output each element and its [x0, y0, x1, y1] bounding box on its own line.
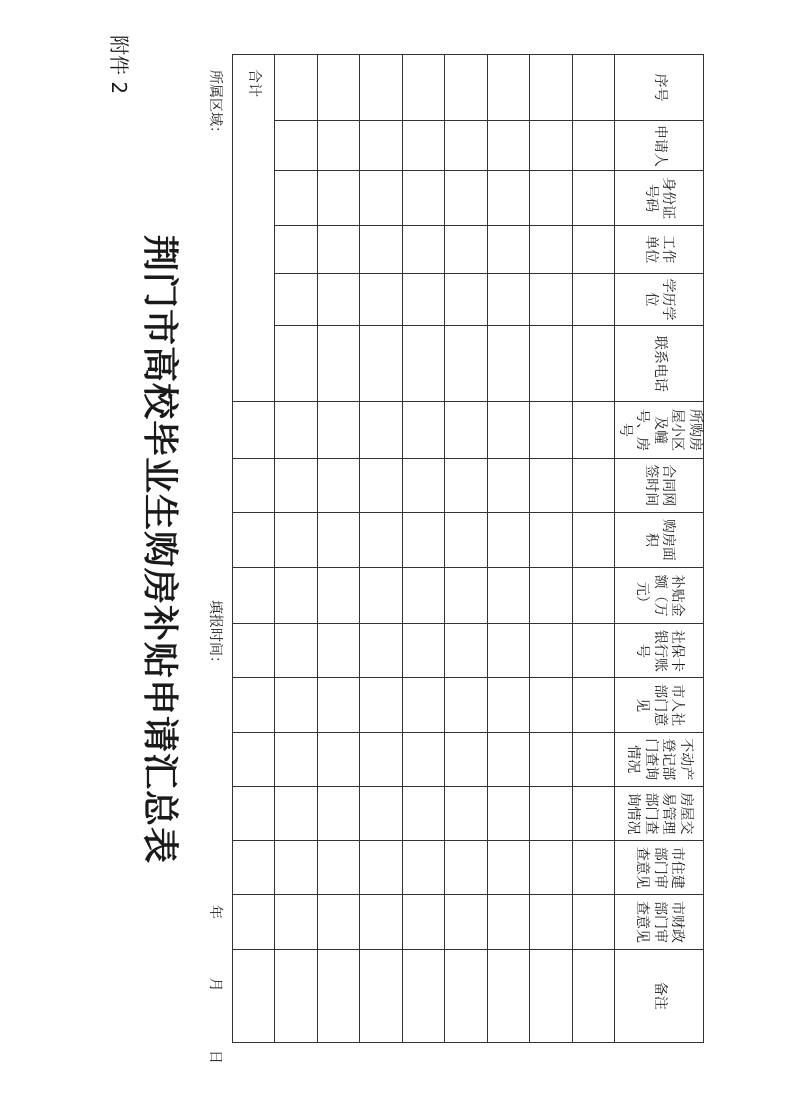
table-cell[interactable] — [317, 512, 359, 567]
header-row — [615, 55, 704, 1043]
table-cell[interactable] — [487, 841, 529, 895]
table-cell[interactable] — [233, 841, 276, 895]
table-row — [317, 55, 359, 1043]
total-label: 合计 — [233, 55, 276, 402]
table-cell[interactable] — [487, 949, 529, 1042]
table-cell[interactable] — [487, 402, 529, 458]
table-cell[interactable] — [317, 568, 359, 624]
table-cell[interactable] — [317, 326, 359, 402]
application-summary-table — [232, 54, 704, 1043]
table-cell[interactable] — [360, 895, 402, 949]
table-cell[interactable] — [445, 786, 487, 840]
table-cell[interactable] — [275, 171, 317, 225]
header-bank-account: 社保卡银行账号 — [615, 624, 704, 678]
table-cell[interactable] — [402, 55, 444, 121]
table-cell[interactable] — [233, 512, 276, 567]
table-cell[interactable] — [487, 568, 529, 624]
header-housing-transaction: 房屋交易管理部门查询情况 — [615, 786, 704, 840]
table-row — [572, 55, 614, 1043]
table-cell[interactable] — [402, 624, 444, 678]
table-cell[interactable] — [572, 326, 614, 402]
table-row — [402, 55, 444, 1043]
table-cell[interactable] — [317, 949, 359, 1042]
table-cell[interactable] — [402, 949, 444, 1042]
table-cell[interactable] — [530, 326, 572, 402]
header-phone: 联系电话 — [615, 326, 704, 402]
table-cell[interactable] — [530, 225, 572, 273]
table-cell[interactable] — [445, 568, 487, 624]
table-cell[interactable] — [572, 895, 614, 949]
table-cell[interactable] — [317, 458, 359, 512]
table-cell[interactable] — [317, 895, 359, 949]
table-cell[interactable] — [317, 273, 359, 325]
table-row — [445, 55, 487, 1043]
table-cell[interactable] — [317, 678, 359, 732]
table-cell[interactable] — [487, 732, 529, 786]
table-cell[interactable] — [530, 624, 572, 678]
table-cell[interactable] — [360, 55, 402, 121]
table-cell[interactable] — [233, 568, 276, 624]
table-cell[interactable] — [445, 273, 487, 325]
table-cell[interactable] — [360, 458, 402, 512]
table-cell[interactable] — [233, 786, 276, 840]
table-cell[interactable] — [487, 225, 529, 273]
table-cell[interactable] — [572, 55, 614, 121]
table-cell[interactable] — [275, 402, 317, 458]
table-cell[interactable] — [233, 949, 276, 1042]
table-cell[interactable] — [402, 678, 444, 732]
table-cell[interactable] — [572, 512, 614, 567]
table-cell[interactable] — [572, 273, 614, 325]
table-cell[interactable] — [402, 402, 444, 458]
table-cell[interactable] — [233, 895, 276, 949]
table-cell[interactable] — [487, 895, 529, 949]
total-row — [233, 55, 276, 1043]
table-cell[interactable] — [530, 786, 572, 840]
table-cell[interactable] — [402, 732, 444, 786]
table-cell[interactable] — [275, 732, 317, 786]
table-cell[interactable] — [445, 512, 487, 567]
table-cell[interactable] — [402, 326, 444, 402]
table-cell[interactable] — [233, 624, 276, 678]
table-cell[interactable] — [487, 512, 529, 567]
table-cell[interactable] — [360, 841, 402, 895]
table-cell[interactable] — [275, 512, 317, 567]
table-cell[interactable] — [530, 949, 572, 1042]
table-cell[interactable] — [445, 678, 487, 732]
table-cell[interactable] — [487, 786, 529, 840]
table-cell[interactable] — [572, 624, 614, 678]
table-cell[interactable] — [360, 949, 402, 1042]
table-cell[interactable] — [317, 841, 359, 895]
table-cell[interactable] — [445, 55, 487, 121]
table-cell[interactable] — [445, 458, 487, 512]
table-row — [530, 55, 572, 1043]
table-cell[interactable] — [530, 678, 572, 732]
table-cell[interactable] — [487, 273, 529, 325]
table-cell[interactable] — [275, 326, 317, 402]
header-work-unit: 工作单位 — [615, 225, 704, 273]
table-cell[interactable] — [402, 841, 444, 895]
table-cell[interactable] — [445, 624, 487, 678]
header-serial: 序号 — [615, 55, 704, 121]
header-subsidy-amount: 补贴金额（万元） — [615, 568, 704, 624]
table-cell[interactable] — [530, 512, 572, 567]
table-cell[interactable] — [402, 273, 444, 325]
table-cell[interactable] — [445, 895, 487, 949]
header-hr-opinion: 市人社部门意见 — [615, 678, 704, 732]
table-row — [487, 55, 529, 1043]
table-cell[interactable] — [530, 568, 572, 624]
header-housing-dept-opinion: 市住建部门审查意见 — [615, 841, 704, 895]
header-finance-opinion: 市财政部门审查意见 — [615, 895, 704, 949]
table-cell[interactable] — [487, 624, 529, 678]
table-cell[interactable] — [445, 225, 487, 273]
header-applicant: 申请人 — [615, 121, 704, 171]
table-cell[interactable] — [487, 121, 529, 171]
table-cell[interactable] — [275, 121, 317, 171]
table-cell[interactable] — [530, 171, 572, 225]
table-cell[interactable] — [572, 678, 614, 732]
fill-time-label: 填报时间： — [207, 600, 223, 670]
table-cell[interactable] — [530, 273, 572, 325]
table-cell[interactable] — [233, 732, 276, 786]
table-cell[interactable] — [402, 895, 444, 949]
table-cell[interactable] — [572, 568, 614, 624]
table-cell[interactable] — [402, 225, 444, 273]
table-cell[interactable] — [360, 568, 402, 624]
table-cell[interactable] — [233, 678, 276, 732]
table-cell[interactable] — [317, 402, 359, 458]
region-label: 所属区域： — [207, 70, 223, 140]
table-cell[interactable] — [572, 458, 614, 512]
table-cell[interactable] — [487, 171, 529, 225]
table-cell[interactable] — [402, 786, 444, 840]
table-cell[interactable] — [530, 55, 572, 121]
table-cell[interactable] — [530, 458, 572, 512]
table-cell[interactable] — [275, 786, 317, 840]
table-cell[interactable] — [317, 55, 359, 121]
table-cell[interactable] — [445, 841, 487, 895]
table-row — [360, 55, 402, 1043]
table-cell[interactable] — [487, 326, 529, 402]
table-cell[interactable] — [572, 225, 614, 273]
table-cell[interactable] — [360, 171, 402, 225]
year-unit: 年 — [207, 905, 223, 919]
table-cell[interactable] — [402, 458, 444, 512]
table-cell[interactable] — [402, 568, 444, 624]
table-cell[interactable] — [402, 121, 444, 171]
table-cell[interactable] — [275, 841, 317, 895]
table-cell[interactable] — [572, 949, 614, 1042]
header-id-number: 身份证号码 — [615, 171, 704, 225]
table-cell[interactable] — [360, 624, 402, 678]
table-cell[interactable] — [233, 458, 276, 512]
table-cell[interactable] — [275, 225, 317, 273]
header-education: 学历学位 — [615, 273, 704, 325]
table-cell[interactable] — [445, 121, 487, 171]
table-cell[interactable] — [487, 678, 529, 732]
table-cell[interactable] — [317, 171, 359, 225]
table-cell[interactable] — [275, 895, 317, 949]
table-cell[interactable] — [487, 55, 529, 121]
header-property-registration: 不动产登记部门查询情况 — [615, 732, 704, 786]
header-remarks: 备注 — [615, 949, 704, 1042]
header-house-area: 购房面积 — [615, 512, 704, 567]
table-cell[interactable] — [360, 273, 402, 325]
table-cell[interactable] — [402, 512, 444, 567]
table-cell[interactable] — [275, 949, 317, 1042]
table-body — [233, 55, 615, 1043]
table-cell[interactable] — [572, 786, 614, 840]
table-cell[interactable] — [445, 171, 487, 225]
table-cell[interactable] — [360, 326, 402, 402]
table-cell[interactable] — [275, 678, 317, 732]
table-cell[interactable] — [360, 225, 402, 273]
table-cell[interactable] — [530, 121, 572, 171]
table-cell[interactable] — [275, 458, 317, 512]
table-cell[interactable] — [402, 171, 444, 225]
table-cell[interactable] — [360, 678, 402, 732]
attachment-label: 附件 2 — [107, 35, 131, 95]
table-cell[interactable] — [317, 786, 359, 840]
table-cell[interactable] — [572, 732, 614, 786]
table-cell[interactable] — [487, 458, 529, 512]
table-cell[interactable] — [317, 624, 359, 678]
header-contract-date: 合同网签时间 — [615, 458, 704, 512]
header-house-address: 所购房屋小区及幢号、房号 — [615, 402, 704, 458]
table-cell[interactable] — [445, 402, 487, 458]
table-cell[interactable] — [233, 402, 276, 458]
table-cell[interactable] — [360, 732, 402, 786]
table-cell[interactable] — [317, 225, 359, 273]
table-cell[interactable] — [275, 568, 317, 624]
table-cell[interactable] — [275, 55, 317, 121]
table-cell[interactable] — [275, 624, 317, 678]
table-cell[interactable] — [572, 171, 614, 225]
table-cell[interactable] — [317, 732, 359, 786]
table-cell[interactable] — [530, 402, 572, 458]
table-cell[interactable] — [572, 402, 614, 458]
table-cell[interactable] — [317, 121, 359, 171]
table-row — [275, 55, 317, 1043]
table-cell[interactable] — [445, 732, 487, 786]
fill-date-units — [206, 905, 226, 1098]
table-cell[interactable] — [360, 786, 402, 840]
table-cell[interactable] — [530, 841, 572, 895]
page-title: 荆门市高校毕业生购房补贴申请汇总表 — [139, 234, 181, 864]
day-unit: 日 — [207, 1049, 223, 1064]
table-cell[interactable] — [530, 895, 572, 949]
table-cell[interactable] — [360, 121, 402, 171]
table-cell[interactable] — [445, 326, 487, 402]
table-cell[interactable] — [572, 121, 614, 171]
table-cell[interactable] — [572, 841, 614, 895]
table-cell[interactable] — [360, 512, 402, 567]
table-cell[interactable] — [445, 949, 487, 1042]
month-unit: 月 — [207, 977, 223, 992]
table-cell[interactable] — [275, 273, 317, 325]
table-cell[interactable] — [360, 402, 402, 458]
table-cell[interactable] — [530, 732, 572, 786]
